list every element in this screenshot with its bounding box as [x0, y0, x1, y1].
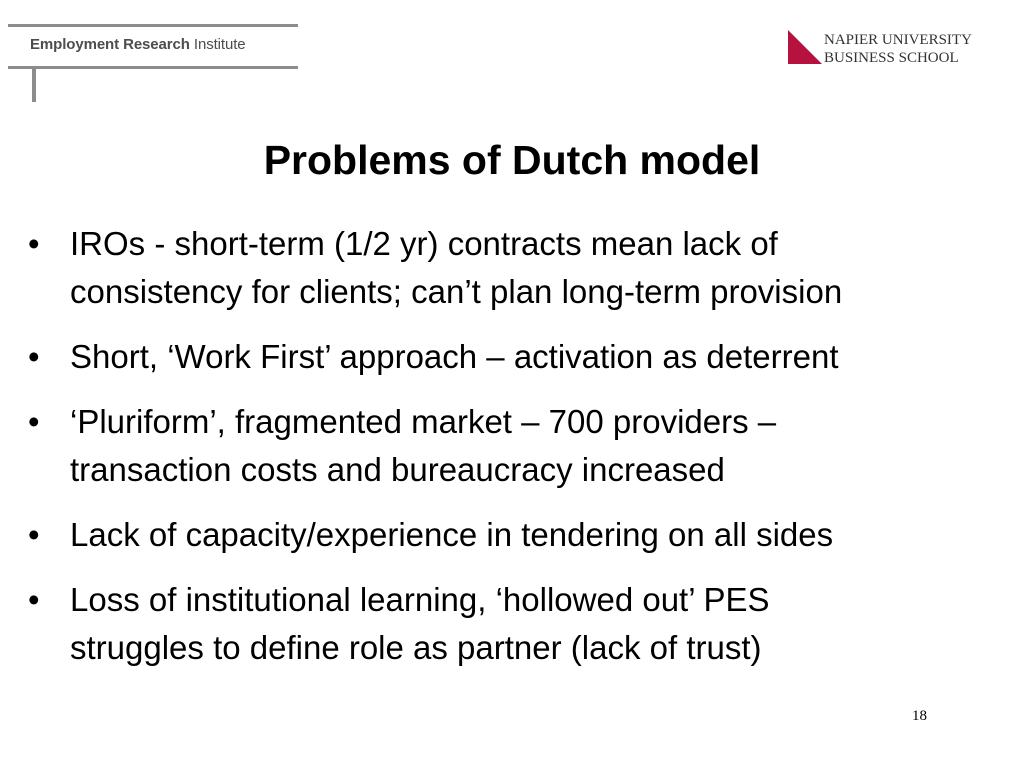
- napier-wordmark-line2: BUSINESS SCHOOL: [824, 50, 959, 66]
- header-bottom-rule: [8, 66, 298, 69]
- institute-label: [30, 36, 246, 53]
- napier-logo-icon: [788, 30, 822, 64]
- bullet-line: struggles to define role as partner (lack of trust): [70, 629, 762, 666]
- bullet-item: [28, 576, 1018, 672]
- bullet-line: Short, ‘Work First’ approach – activation as deterrent: [70, 338, 839, 375]
- bullet-line: consistency for clients; can’t plan long-term provision: [70, 273, 843, 310]
- napier-wordmark-line1: NAPIER UNIVERSITY: [824, 32, 972, 48]
- institute-label-regular: Institute: [193, 36, 246, 53]
- institute-label-bold: Employment Research: [30, 36, 190, 53]
- bullet-dot: •: [28, 225, 40, 262]
- bullet-dot: •: [28, 581, 40, 618]
- header-top-rule: [8, 24, 298, 27]
- bullet-line: ‘Pluriform’, fragmented market – 700 providers –: [70, 403, 777, 440]
- bullet-item: [28, 333, 1018, 381]
- bullet-line: Loss of institutional learning, ‘hollowed out’ PES: [70, 581, 770, 618]
- bullet-item: [28, 220, 1018, 316]
- bullet-item: [28, 398, 1018, 494]
- bullet-line: IROs - short-term (1/2 yr) contracts mean lack of: [70, 225, 778, 262]
- bullet-list: [28, 220, 1018, 689]
- bullet-item: [28, 511, 1018, 559]
- slide-title: Problems of Dutch model: [263, 137, 761, 183]
- napier-wordmark: [824, 31, 972, 67]
- slide-number: 18: [912, 708, 927, 724]
- bullet-line: Lack of capacity/experience in tendering on all sides: [70, 516, 834, 553]
- bullet-dot: •: [28, 516, 40, 553]
- bullet-line: transaction costs and bureaucracy increased: [70, 451, 725, 488]
- bullet-dot: •: [28, 403, 40, 440]
- header-stub-rule: [32, 66, 36, 102]
- bullet-dot: •: [28, 338, 40, 375]
